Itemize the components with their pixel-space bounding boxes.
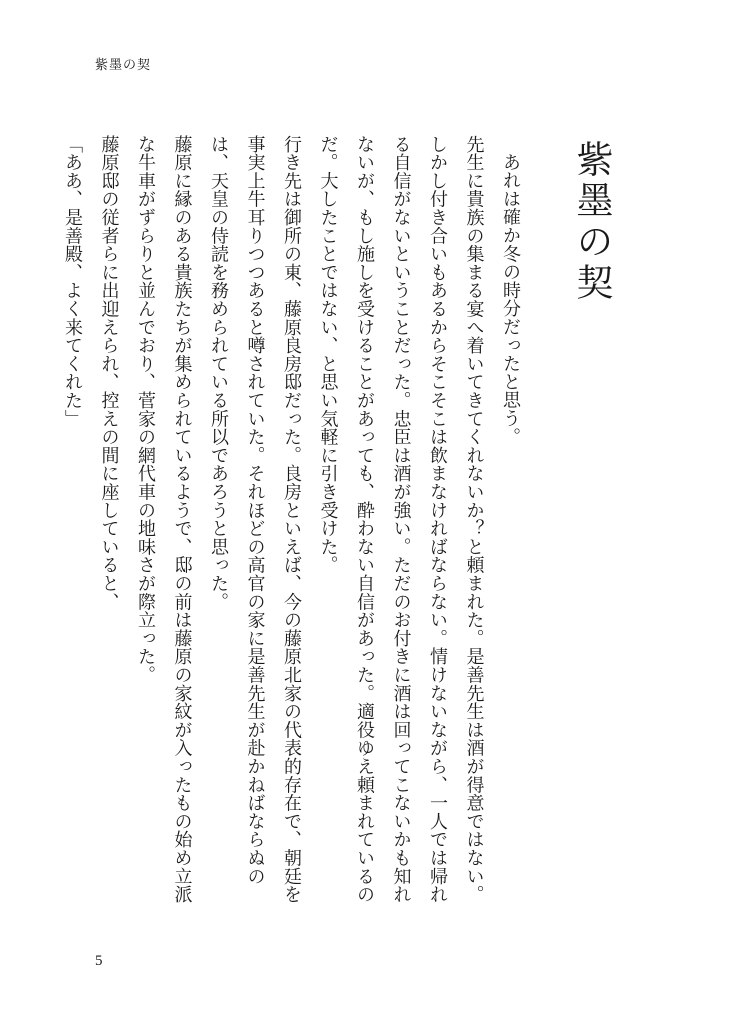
paragraph: 藤原に縁のある貴族たちが集められているようで、邸の前は藤原の家紋が入ったもの始め立派な牛車がずらりと並んでおり、菅家の網代車の地味さが際立った。 bbox=[135, 135, 193, 904]
chapter-title: 紫墨の契 bbox=[570, 140, 613, 304]
body-text bbox=[62, 135, 528, 920]
paragraph: 行き先は御所の東、藤原良房邸だった。良房といえば、今の藤原北家の代表的存在で、朝廷を事実上牛耳りつつあると噂されていた。それほどの高官の家に是善先生が赴かねばならぬのは、天皇の侍読を務められている所以であろうと思った。 bbox=[208, 135, 302, 904]
running-head: 紫墨の契 bbox=[95, 58, 152, 73]
page-number: 5 bbox=[95, 953, 103, 969]
paragraph: 先生に貴族の集まる宴へ着いてきてくれないか？と頼まれた。是善先生は酒が得意ではない。しかし付き合いもあるからそこそこは飲まなければならない。情けないながら、一人では帰れる自信がないということだった。忠臣は酒が強い。ただのお付きに酒は回ってこないかも知れないが、もし施しを受けることがあっても、酔わない自信があった。適役ゆえ頼まれているのだ。大したことではない、と思い気軽に引き受けた。 bbox=[317, 135, 485, 904]
paragraph: 「ああ、是善殿、よく来てくれた」 bbox=[62, 135, 83, 428]
paragraph: あれは確か冬の時分だったと思う。 bbox=[500, 153, 521, 446]
paragraph: 藤原邸の従者らに出迎えられ、控えの間に座していると、 bbox=[98, 135, 120, 611]
